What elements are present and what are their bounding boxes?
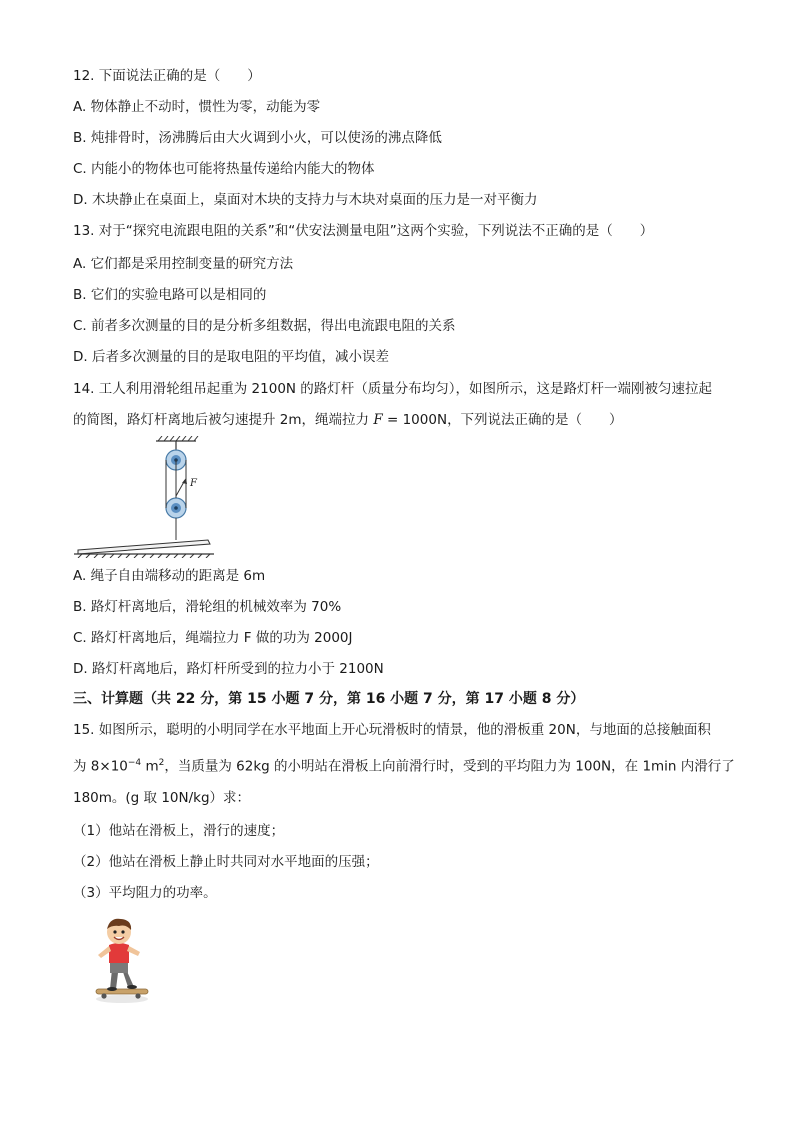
pulley-lamppost-figure <box>72 436 218 558</box>
q12-option-c: C. 内能小的物体也可能将热量传递给内能大的物体 <box>73 161 375 177</box>
q12-option-a: A. 物体静止不动时，惯性为零，动能为零 <box>73 99 321 115</box>
q13-stem: 13. 对于“探究电流跟电阻的关系”和“伏安法测量电阻”这两个实验，下列说法不正确的是（ ） <box>73 223 654 239</box>
q12-stem: 12. 下面说法正确的是（ ） <box>73 68 261 84</box>
q15-sub2: （2）他站在滑板上静止时共同对水平地面的压强； <box>73 854 379 870</box>
q14-option-c: C. 路灯杆离地后，绳端拉力 F 做的功为 2000J <box>73 630 353 646</box>
q15-stem-line1: 15. 如图所示，聪明的小明同学在水平地面上开心玩滑板时的情景，他的滑板重 20N，与地面的总接触面积 <box>73 722 711 738</box>
q15-stem-line2: 为 $8\times 10^{-4}$ $m^2$，当质量为 62kg 的小明站在滑板上向前滑行时，受到的平均阻力为 100N，在 1min 内滑行了 <box>73 758 735 775</box>
q15-stem-line3: 180m。(g 取 10N/kg）求： <box>73 790 251 806</box>
force-symbol: F <box>373 412 383 428</box>
q13-option-d: D. 后者多次测量的目的是取电阻的平均值，减小误差 <box>73 349 389 365</box>
q13-option-b: B. 它们的实验电路可以是相同的 <box>73 287 267 303</box>
q15-sub1: （1）他站在滑板上，滑行的速度； <box>73 823 285 839</box>
q14-option-d: D. 路灯杆离地后，路灯杆所受到的拉力小于 2100N <box>73 661 384 677</box>
q13-option-c: C. 前者多次测量的目的是分析多组数据，得出电流跟电阻的关系 <box>73 318 456 334</box>
q12-option-d: D. 木块静止在桌面上，桌面对木块的支持力与木块对桌面的压力是一对平衡力 <box>73 192 538 208</box>
q13-option-a: A. 它们都是采用控制变量的研究方法 <box>73 256 294 272</box>
q15-sub3: （3）平均阻力的功率。 <box>73 885 217 901</box>
q14-stem-line1: 14. 工人利用滑轮组吊起重为 2100N 的路灯杆（质量分布均匀），如图所示，这是路灯杆一端刚被匀速拉起 <box>73 381 713 397</box>
force-label: F <box>190 478 197 489</box>
q14-option-b: B. 路灯杆离地后，滑轮组的机械效率为 70% <box>73 599 342 615</box>
skateboard-boy-illustration <box>90 915 152 1005</box>
q14-stem-line2: 的简图，路灯杆离地后被匀速提升 2m，绳端拉力 F = 1000N，下列说法正确的是（ ） <box>73 412 623 428</box>
q14-option-a: A. 绳子自由端移动的距离是 6m <box>73 568 266 584</box>
q12-option-b: B. 炖排骨时，汤沸腾后由大火调到小火，可以使汤的沸点降低 <box>73 130 442 146</box>
section-title: 三、计算题（共 22 分，第 15 小题 7 分，第 16 小题 7 分，第 17 小题 8 分） <box>73 691 585 707</box>
